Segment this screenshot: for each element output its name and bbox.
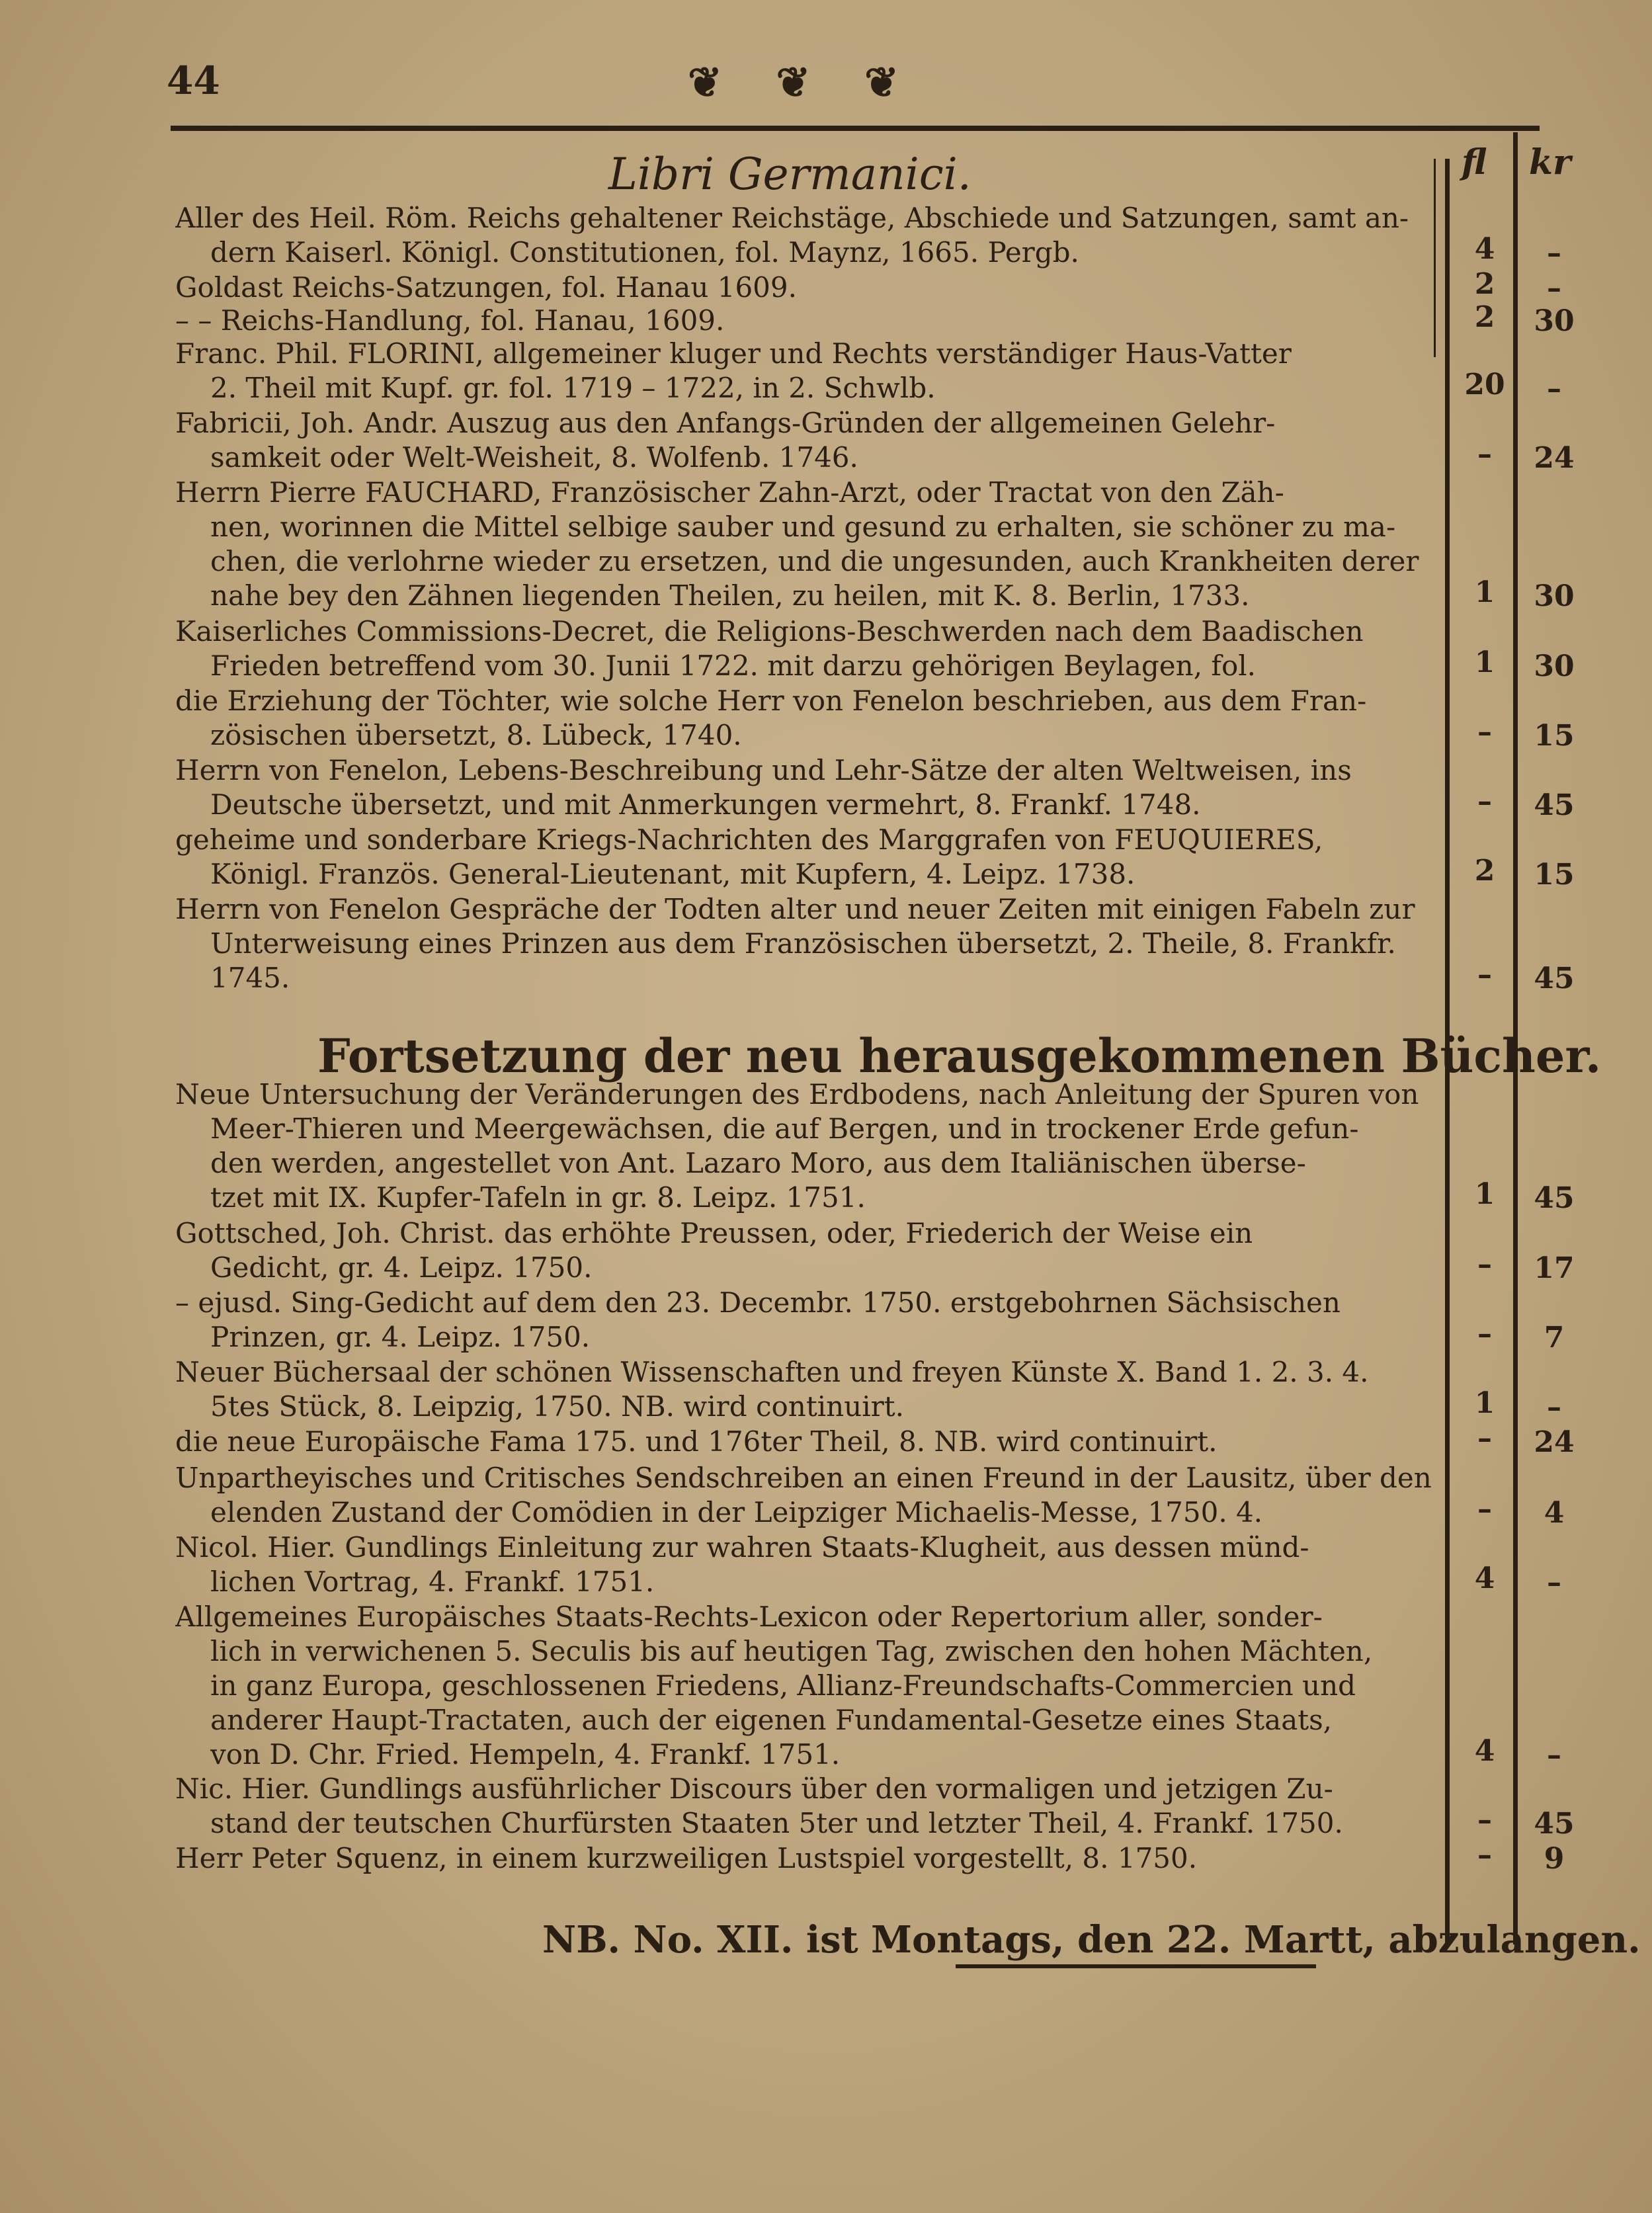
price-florin: 1: [1474, 1177, 1495, 1211]
price-kreuzer: 15: [1534, 858, 1575, 892]
price-kreuzer: 17: [1534, 1251, 1575, 1285]
price-kreuzer: –: [1547, 1390, 1561, 1424]
price-florin: –: [1477, 437, 1492, 471]
entry-line: elenden Zustand der Comödien in der Leipziger Michaelis-Messe, 1750. 4.: [210, 1496, 1263, 1528]
column-header-fl: fl: [1462, 142, 1487, 183]
entry-line: Gedicht, gr. 4. Leipz. 1750.: [210, 1251, 593, 1284]
entry-line: stand der teutschen Churfürsten Staaten 5ter und letzter Theil, 4. Frankf. 1750.: [210, 1807, 1343, 1839]
price-kreuzer: –: [1547, 1566, 1561, 1599]
entry-line: tzet mit IX. Kupfer-Tafeln in gr. 8. Leipz. 1751.: [210, 1181, 866, 1214]
price-florin: –: [1477, 1421, 1492, 1455]
entry-line: Aller des Heil. Röm. Reichs gehaltener Reichstäge, Abschiede und Satzungen, samt an-: [175, 202, 1409, 234]
entry-line: Nic. Hier. Gundlings ausführlicher Discours über den vormaligen und jetzigen Zu-: [175, 1773, 1333, 1805]
entry-line: Neue Untersuchung der Veränderungen des Erdbodens, nach Anleitung der Spuren von: [175, 1078, 1419, 1110]
entry-line: 5tes Stück, 8. Leipzig, 1750. NB. wird continuirt.: [210, 1390, 904, 1423]
price-kreuzer: –: [1547, 372, 1561, 405]
price-florin: 4: [1474, 1734, 1495, 1768]
price-kreuzer: 45: [1534, 962, 1575, 995]
entry-line: chen, die verlohrne wieder zu ersetzen, und die ungesunden, auch Krankheiten derer: [210, 545, 1419, 577]
price-florin: –: [1477, 1247, 1492, 1281]
entry-line: Herr Peter Squenz, in einem kurzweiligen Lustspiel vorgestellt, 8. 1750.: [175, 1842, 1198, 1874]
entry-line: Unpartheyisches und Critisches Sendschreiben an einen Freund in der Lausitz, über den: [175, 1462, 1432, 1494]
price-florin: –: [1477, 1317, 1492, 1351]
entry-line: Gottsched, Joh. Christ. das erhöhte Preussen, oder, Friederich der Weise ein: [175, 1217, 1253, 1249]
price-kreuzer: 30: [1534, 649, 1575, 683]
entry-line: Meer-Thieren und Meergewächsen, die auf Bergen, und in trockener Erde gefun-: [210, 1112, 1359, 1145]
price-kreuzer: 24: [1534, 1425, 1575, 1459]
price-florin: –: [1477, 958, 1492, 991]
header-rule: [171, 126, 1540, 131]
price-kreuzer: 30: [1534, 579, 1575, 613]
price-kreuzer: 45: [1534, 1181, 1575, 1215]
price-florin: 4: [1474, 1562, 1495, 1595]
entry-line: nen, worinnen die Mittel selbige sauber und gesund zu erhalten, sie schöner zu ma-: [210, 511, 1396, 543]
entry-line: Franc. Phil. FLORINI, allgemeiner kluger und Rechts verständiger Haus-Vatter: [175, 337, 1292, 370]
price-kreuzer: 4: [1544, 1496, 1565, 1530]
price-florin: –: [1477, 1838, 1492, 1872]
entry-line: von D. Chr. Fried. Hempeln, 4. Frankf. 1751.: [210, 1738, 841, 1771]
price-kreuzer: 45: [1534, 788, 1575, 822]
price-kreuzer: 9: [1544, 1842, 1565, 1876]
price-florin: –: [1477, 1492, 1492, 1526]
entry-line: den werden, angestellet von Ant. Lazaro Moro, aus dem Italiänischen überse-: [210, 1147, 1306, 1179]
price-kreuzer: –: [1547, 236, 1561, 270]
entry-line: 1745.: [210, 962, 290, 994]
price-florin: –: [1477, 715, 1492, 749]
entry-line: Königl. Französ. General-Lieutenant, mit Kupfern, 4. Leipz. 1738.: [210, 858, 1136, 890]
entry-line: Prinzen, gr. 4. Leipz. 1750.: [210, 1321, 591, 1353]
entry-line: Nicol. Hier. Gundlings Einleitung zur wahren Staats-Klugheit, aus dessen münd-: [175, 1531, 1309, 1564]
entry-line: in ganz Europa, geschlossenen Friedens, Allianz-Freundschafts-Commercien und: [210, 1669, 1356, 1702]
entry-line: Kaiserliches Commissions-Decret, die Religions-Beschwerden nach dem Baadischen: [175, 615, 1364, 647]
price-florin: 4: [1474, 232, 1495, 266]
footer-underline: [956, 1964, 1316, 1968]
price-florin: 20: [1464, 368, 1505, 401]
entry-line: lich in verwichenen 5. Seculis bis auf heutigen Tag, zwischen den hohen Mächten,: [210, 1635, 1373, 1667]
entry-line: Neuer Büchersaal der schönen Wissenschaften und freyen Künste X. Band 1. 2. 3. 4.: [175, 1356, 1369, 1388]
price-kreuzer: 30: [1534, 304, 1575, 338]
price-kreuzer: 7: [1544, 1321, 1565, 1355]
entry-line: Herrn von Fenelon Gespräche der Todten alter und neuer Zeiten mit einigen Fabeln zur: [175, 893, 1415, 925]
price-kreuzer: 45: [1534, 1807, 1575, 1841]
entry-line: lichen Vortrag, 4. Frankf. 1751.: [210, 1566, 655, 1598]
entry-line: die neue Europäische Fama 175. und 176ter Theil, 8. NB. wird continuirt.: [175, 1425, 1218, 1458]
price-florin: 1: [1474, 1386, 1495, 1420]
page-number: 44: [167, 58, 220, 103]
price-florin: –: [1477, 784, 1492, 818]
price-kreuzer: 15: [1534, 719, 1575, 753]
entry-line: Deutsche übersetzt, und mit Anmerkungen vermehrt, 8. Frankf. 1748.: [210, 788, 1201, 821]
price-florin: 1: [1474, 575, 1495, 609]
price-florin: 2: [1474, 854, 1495, 888]
entry-line: Unterweisung eines Prinzen aus dem Französischen übersetzt, 2. Theile, 8. Frankfr.: [210, 927, 1396, 960]
entry-line: Herrn von Fenelon, Lebens-Beschreibung und Lehr-Sätze der alten Weltweisen, ins: [175, 754, 1352, 786]
entry-line: samkeit oder Welt-Weisheit, 8. Wolfenb. 1746.: [210, 441, 858, 474]
entry-line: zösischen übersetzt, 8. Lübeck, 1740.: [210, 719, 742, 751]
price-kreuzer: –: [1547, 1738, 1561, 1772]
price-kreuzer: 24: [1534, 441, 1575, 475]
price-florin: 2: [1474, 300, 1495, 334]
entry-line: Herrn Pierre FAUCHARD, Französischer Zahn-Arzt, oder Tractat von den Zäh-: [175, 476, 1284, 509]
entry-line: Frieden betreffend vom 30. Junii 1722. mit darzu gehörigen Beylagen, fol.: [210, 649, 1257, 682]
section-title-libri: Libri Germanici.: [608, 149, 971, 200]
entry-line: die Erziehung der Töchter, wie solche Herr von Fenelon beschrieben, aus dem Fran-: [175, 685, 1367, 717]
entry-line: geheime und sonderbare Kriegs-Nachrichten des Marggrafen von FEUQUIERES,: [175, 823, 1323, 856]
footer-note: NB. No. XII. ist Montags, den 22. Martt, abzulangen.: [542, 1918, 1641, 1962]
price-florin: 1: [1474, 646, 1495, 679]
price-florin: 2: [1474, 267, 1495, 301]
entry-line: Fabricii, Joh. Andr. Auszug aus den Anfangs-Gründen der allgemeinen Gelehr-: [175, 407, 1276, 439]
column-header-kr: kr: [1529, 142, 1571, 183]
entry-line: anderer Haupt-Tractaten, auch der eigenen Fundamental-Gesetze eines Staats,: [210, 1704, 1333, 1736]
entry-line: – ejusd. Sing-Gedicht auf dem den 23. Decembr. 1750. erstgebohrnen Sächsischen: [175, 1286, 1341, 1319]
price-florin: –: [1477, 1803, 1492, 1837]
entry-line: Allgemeines Europäisches Staats-Rechts-Lexicon oder Repertorium aller, sonder-: [175, 1601, 1323, 1633]
section-title-fortsetzung: Fortsetzung der neu herausgekommenen Bücher.: [317, 1028, 1602, 1083]
header-ornament: ❦ ❦ ❦: [688, 58, 919, 106]
entry-line: – – Reichs-Handlung, fol. Hanau, 1609.: [175, 304, 725, 337]
entry-line: 2. Theil mit Kupf. gr. fol. 1719 – 1722, in 2. Schwlb.: [210, 372, 936, 404]
entry-line: Goldast Reichs-Satzungen, fol. Hanau 1609.: [175, 271, 797, 304]
entry-line: dern Kaiserl. Königl. Constitutionen, fol. Maynz, 1665. Pergb.: [210, 236, 1079, 269]
price-kreuzer: –: [1547, 271, 1561, 305]
entry-line: nahe bey den Zähnen liegenden Theilen, zu heilen, mit K. 8. Berlin, 1733.: [210, 579, 1250, 612]
